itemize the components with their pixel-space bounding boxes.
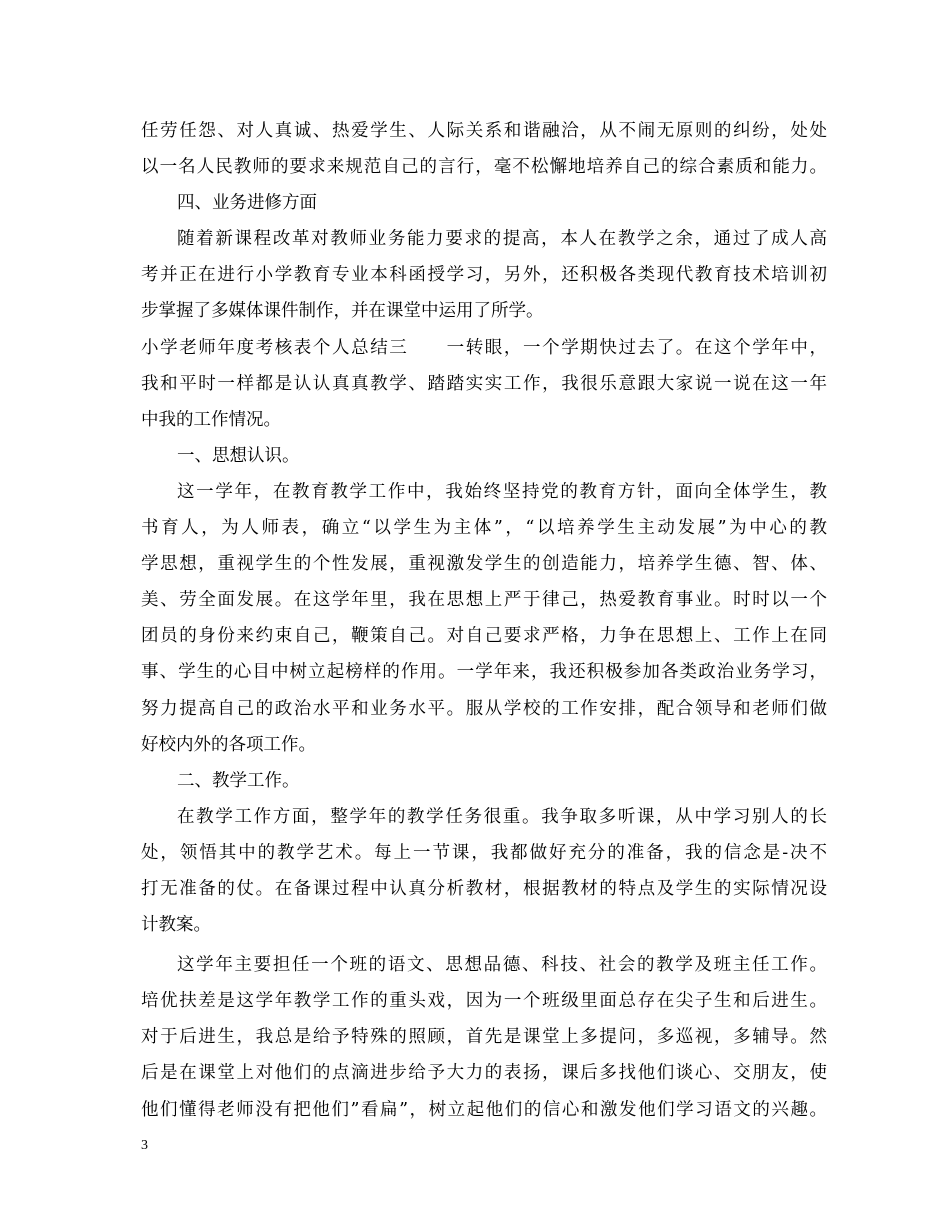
text-line-9: 中我的工作情况。 — [141, 409, 281, 430]
text-line-14: 美、劳全面发展。在这学年里，我在思想上严于律己，热爱教育事业。时时以一个 — [141, 590, 827, 611]
text-line-23: 计教案。 — [141, 915, 211, 936]
text-line-13: 学思想，重视学生的个性发展，重视激发学生的创造能力，培养学生德、智、体、 — [141, 554, 827, 575]
page-number: 3 — [141, 1138, 148, 1153]
text-line-21: 处，领悟其中的教学艺术。每上一节课，我都做好充分的准备，我的信念是-决不 — [141, 842, 827, 863]
text-line-18: 好校内外的各项工作。 — [141, 734, 316, 755]
document-body — [141, 113, 827, 1128]
text-line-7: 小学老师年度考核表个人总结三 一转眼，一个学期快过去了。在这个学年中， — [141, 337, 827, 358]
text-line-17: 努力提高自己的政治水平和业务水平。服从学校的工作安排，配合领导和老师们做 — [141, 698, 827, 719]
section-heading-professional-development: 四、业务进修方面 — [177, 193, 317, 214]
text-line-24: 这学年主要担任一个班的语文、思想品德、科技、社会的教学及班主任工作。 — [177, 955, 827, 976]
text-line-11: 这一学年，在教育教学工作中，我始终坚持党的教育方针，面向全体学生，教 — [177, 481, 827, 502]
text-line-26: 对于后进生，我总是给予特殊的照顾，首先是课堂上多提问，多巡视，多辅导。然 — [141, 1027, 827, 1048]
text-line-4: 随着新课程改革对教师业务能力要求的提高，本人在教学之余，通过了成人高 — [177, 229, 827, 250]
text-line-5: 考并正在进行小学教育专业本科函授学习，另外，还积极各类现代教育技术培训初 — [141, 265, 827, 286]
section-heading-teaching-work: 二、教学工作。 — [177, 770, 300, 791]
text-line-16: 事、学生的心目中树立起榜样的作用。一学年来，我还积极参加各类政治业务学习， — [141, 662, 827, 683]
text-line-2: 以一名人民教师的要求来规范自己的言行，毫不松懈地培养自己的综合素质和能力。 — [141, 157, 827, 178]
text-line-12: 书育人，为人师表，确立“以学生为主体”，“以培养学生主动发展”为中心的教 — [141, 518, 827, 539]
text-line-28: 他们懂得老师没有把他们”看扁”，树立起他们的信心和激发他们学习语文的兴趣。 — [141, 1099, 827, 1120]
text-line-22: 打无准备的仗。在备课过程中认真分析教材，根据教材的特点及学生的实际情况设 — [141, 878, 827, 899]
text-line-6: 步掌握了多媒体课件制作，并在课堂中运用了所学。 — [141, 301, 544, 322]
text-line-8: 我和平时一样都是认认真真教学、踏踏实实工作，我很乐意跟大家说一说在这一年 — [141, 373, 827, 394]
section-heading-ideology: 一、思想认识。 — [177, 445, 300, 466]
text-line-20: 在教学工作方面，整学年的教学任务很重。我争取多听课，从中学习别人的长 — [177, 806, 827, 827]
text-line-15: 团员的身份来约束自己，鞭策自己。对自己要求严格，力争在思想上、工作上在同 — [141, 626, 827, 647]
text-line-25: 培优扶差是这学年教学工作的重头戏，因为一个班级里面总存在尖子生和后进生。 — [141, 991, 827, 1012]
text-line-1: 任劳任怨、对人真诚、热爱学生、人际关系和谐融洽，从不闹无原则的纠纷，处处 — [141, 121, 827, 141]
text-line-27: 后是在课堂上对他们的点滴进步给予大力的表扬，课后多找他们谈心、交朋友，使 — [141, 1063, 827, 1084]
